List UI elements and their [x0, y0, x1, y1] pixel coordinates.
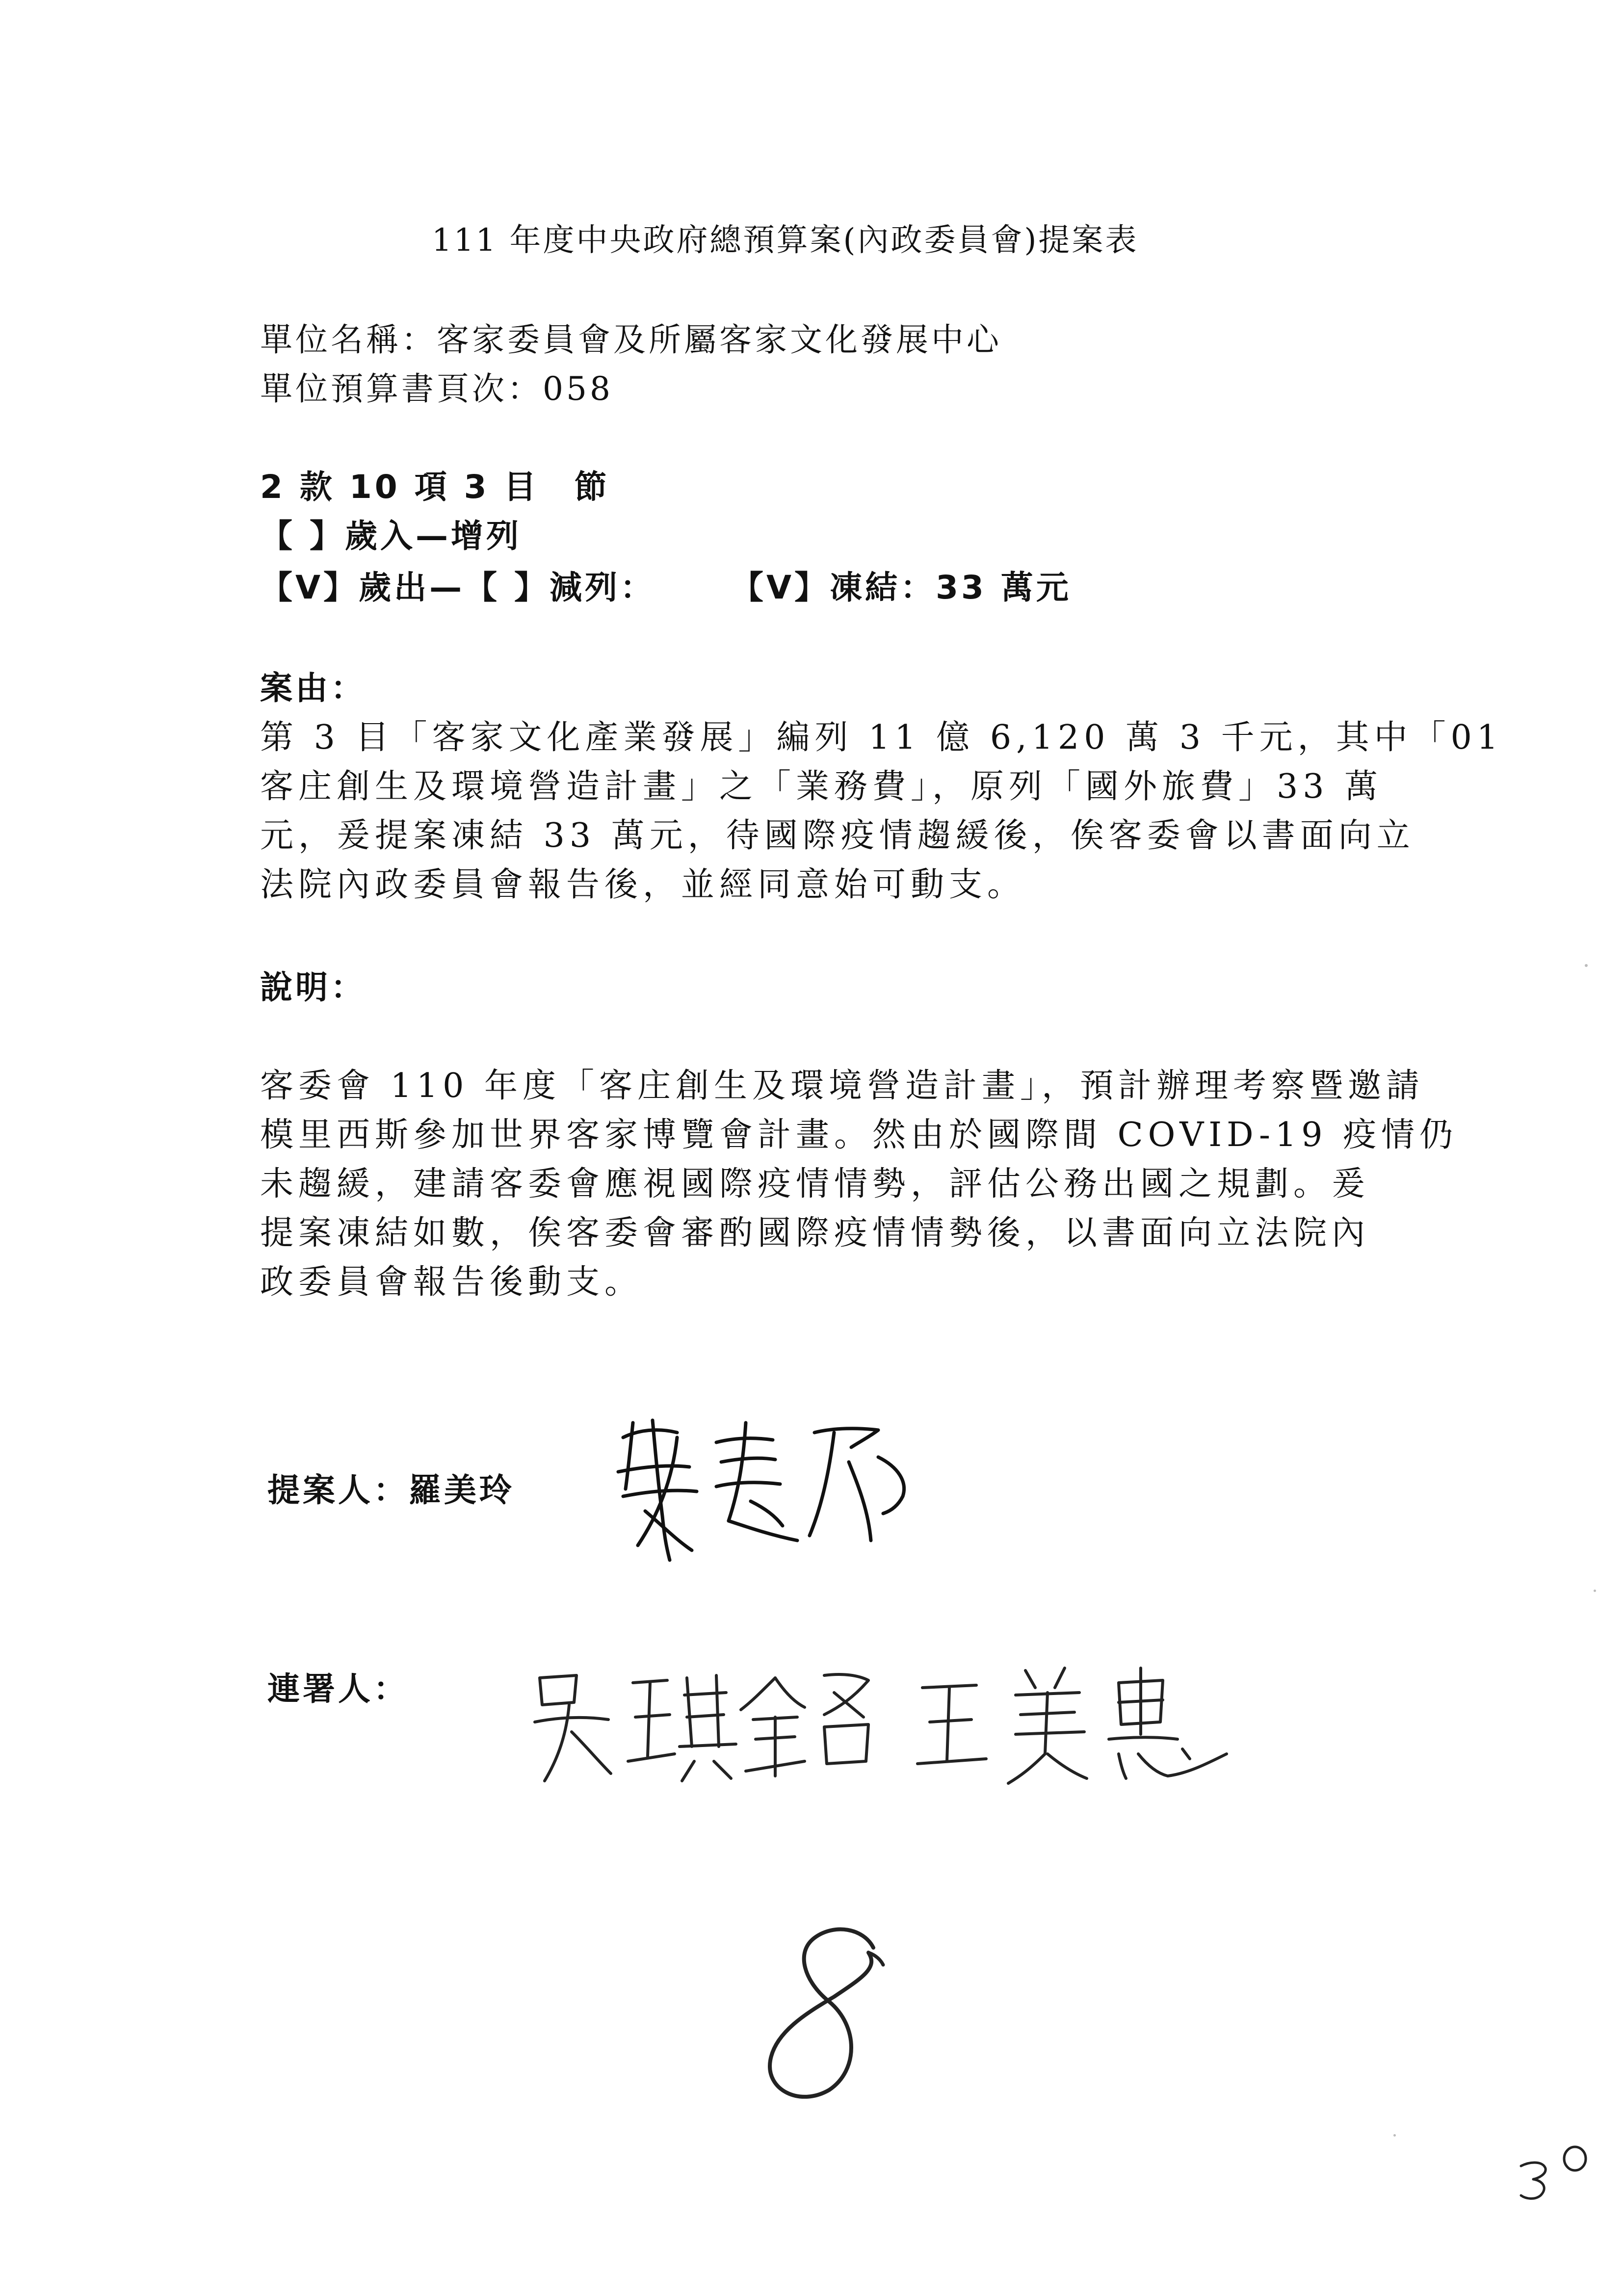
cosigner-label: 連署人： — [267, 1670, 409, 1708]
explanation-heading: 說明： — [260, 968, 366, 1006]
proposer-label: 提案人：羅美玲 — [267, 1471, 515, 1509]
case-line: 法院內政委員會報告後，並經同意始可動支。 — [260, 865, 1026, 904]
budget-item-code: 2 款 10 項 3 目 節 — [260, 468, 610, 506]
corner-page-number — [1511, 2139, 1609, 2218]
explanation-line: 政委員會報告後動支。 — [260, 1263, 643, 1302]
case-heading: 案由： — [260, 669, 366, 707]
expense-freeze-line: 【V】凍結：33 萬元 — [731, 569, 1072, 606]
document-title: 111 年度中央政府總預算案(內政委員會)提案表 — [432, 222, 1139, 259]
explanation-line: 客委會 110 年度「客庄創生及環境營造計畫」，預計辦理考察暨邀請 — [260, 1067, 1425, 1105]
case-line: 客庄創生及環境營造計畫」之「業務費」，原列「國外旅費」33 萬 — [260, 767, 1383, 806]
case-line: 第 3 目「客家文化產業發展」編列 11 億 6,120 萬 3 千元，其中「01 — [260, 718, 1503, 757]
revenue-line: 【 】歲入—增列 — [260, 517, 522, 555]
cosigner-signatures — [530, 1648, 1236, 1796]
scan-speck — [1393, 2134, 1396, 2137]
explanation-line: 提案凍結如數，俟客委會審酌國際疫情情勢後，以書面向立法院內 — [260, 1214, 1370, 1252]
expense-reduce-line: 【V】歲出—【 】減列： — [260, 569, 656, 606]
handwritten-number — [751, 1913, 898, 2110]
unit-name: 單位名稱：客家委員會及所屬客家文化發展中心 — [260, 321, 1002, 359]
explanation-line: 未趨緩，建請客委會應視國際疫情情勢，評估公務出國之規劃。爰 — [260, 1165, 1370, 1203]
scan-speck — [1585, 964, 1588, 967]
explanation-line: 模里西斯參加世界客家博覽會計畫。然由於國際間 COVID-19 疫情仍 — [260, 1116, 1458, 1154]
case-line: 元，爰提案凍結 33 萬元，待國際疫情趨緩後，俟客委會以書面向立 — [260, 816, 1415, 855]
scan-speck — [1594, 1590, 1596, 1592]
proposer-signature — [603, 1403, 917, 1570]
unit-budget-page: 單位預算書頁次：058 — [260, 370, 613, 408]
